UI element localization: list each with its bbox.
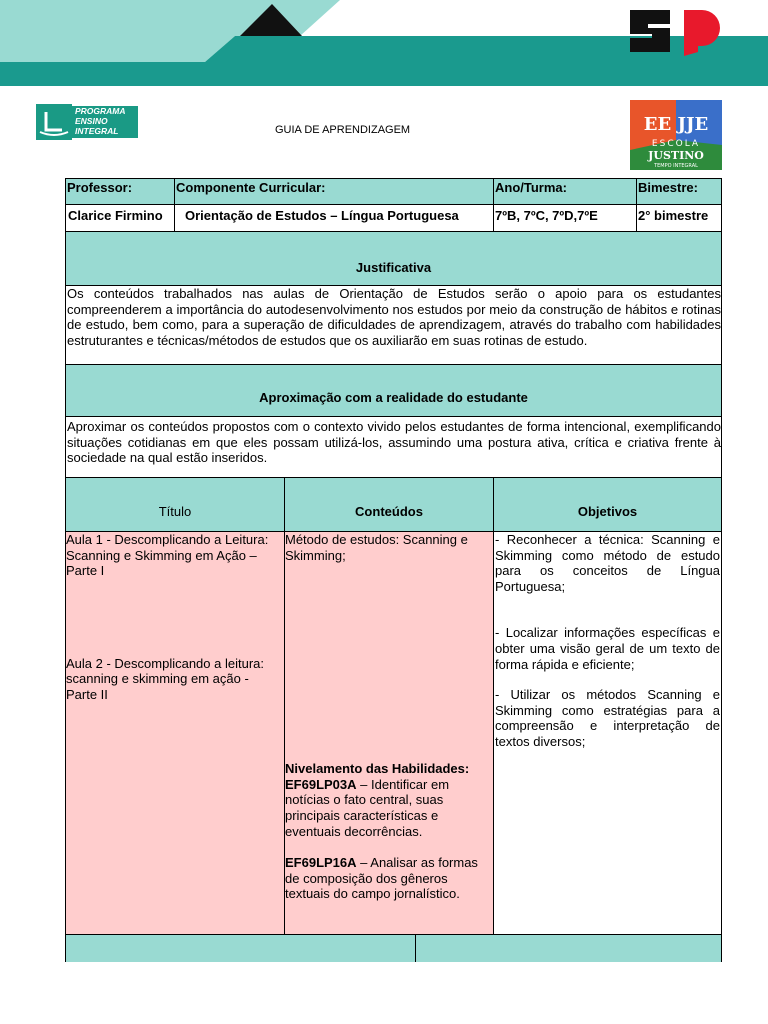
habilidade-1	[285, 777, 491, 839]
value-componente: Orientação de Estudos – Língua Portuguesa	[174, 204, 494, 232]
habilidade-1-code: EF69LP03A	[285, 776, 357, 792]
program-logo-text: PROGRAMA ENSINO INTEGRAL	[72, 106, 138, 138]
titulo-aula-2: Aula 2 - Descomplicando a leitura: scanning e skimming em ação - Parte II	[66, 655, 264, 702]
logo-line3: TEMPO INTEGRAL	[654, 163, 698, 169]
logo-monogram: EE JJE	[643, 114, 709, 135]
header-componente: Componente Curricular:	[174, 178, 494, 205]
programa-ensino-integral-logo	[36, 104, 138, 140]
col-header-conteudos: Conteúdos	[284, 477, 494, 532]
nivelamento-title: Nivelamento das Habilidades:	[285, 761, 470, 777]
habilidade-1-text: – Identificar em notícias o fato central, suas principais características e eventuais decorrências.	[285, 776, 450, 839]
escola-justino-logo	[630, 100, 722, 170]
habilidade-2-code: EF69LP16A	[285, 855, 357, 871]
titulo-aula-1: Aula 1 - Descomplicando a Leitura: Scanning e Skimming em Ação – Parte I	[66, 532, 269, 579]
logo-line2: JUSTINO	[648, 149, 704, 162]
objetivos-cell	[493, 531, 722, 935]
value-professor: Clarice Firmino	[65, 204, 175, 232]
bottom-row-left	[65, 934, 416, 962]
conteudo-metodo: Método de estudos: Scanning e Skimming;	[285, 532, 468, 563]
col-header-titulo: Título	[65, 477, 285, 532]
justificativa-title: Justificativa	[355, 260, 432, 275]
habilidade-2-text: – Analisar as formas de composição dos gêneros textuais do campo jornalístico.	[285, 855, 478, 902]
titulos-cell	[65, 531, 285, 935]
objetivo-3: - Utilizar os métodos Scanning e Skimming como estratégias para a compreensão e interpretação de textos diversos;	[495, 687, 720, 749]
bottom-row-right	[415, 934, 722, 962]
objetivo-2: - Localizar informações específicas e obter uma visão geral de um texto de forma rápida e eficiente;	[495, 625, 720, 672]
page-title: GUIA DE APRENDIZAGEM	[275, 124, 411, 136]
book-icon	[36, 104, 72, 140]
header-bimestre: Bimestre:	[636, 178, 722, 205]
value-ano-turma: 7ºB, 7ºC, 7ºD,7ºE	[493, 204, 637, 232]
habilidade-2	[285, 855, 491, 902]
aproximacao-text: Aproximar os conteúdos propostos com o contexto vivido pelos estudantes de forma intencional, exemplificando situações cotidianas em que eles possam utilizá-los, assumindo uma postura ativa, crítica e criativa frente à sociedade na qual estão inseridos.	[65, 416, 722, 478]
header-professor: Professor:	[65, 178, 175, 205]
objetivo-1: - Reconhecer a técnica: Scanning e Skimming como método de estudo para os conceitos de Língua Portuguesa;	[495, 532, 720, 594]
aproximacao-title: Aproximação com a realidade do estudante	[259, 390, 528, 405]
header-ano-turma: Ano/Turma:	[493, 178, 637, 205]
value-bimestre: 2° bimestre	[636, 204, 722, 232]
sp-government-logo	[626, 6, 724, 56]
conteudos-cell	[284, 531, 494, 935]
justificativa-header	[65, 231, 722, 286]
justificativa-text: Os conteúdos trabalhados nas aulas de Orientação de Estudos serão o apoio para os estudantes compreenderem a importância do autodesenvolvimento nos estudos por meio da construção de hábitos e rotinas de estudo, bem como, para a superação de dificuldades de aprendizagem, através do trabalho com habilidades estruturantes e técnicas/métodos de estudos que os auxiliarão em suas rotinas de estudo.	[65, 285, 722, 365]
col-header-objetivos: Objetivos	[493, 477, 722, 532]
aproximacao-header	[65, 364, 722, 417]
logo-line1: ESCOLA	[651, 139, 701, 149]
